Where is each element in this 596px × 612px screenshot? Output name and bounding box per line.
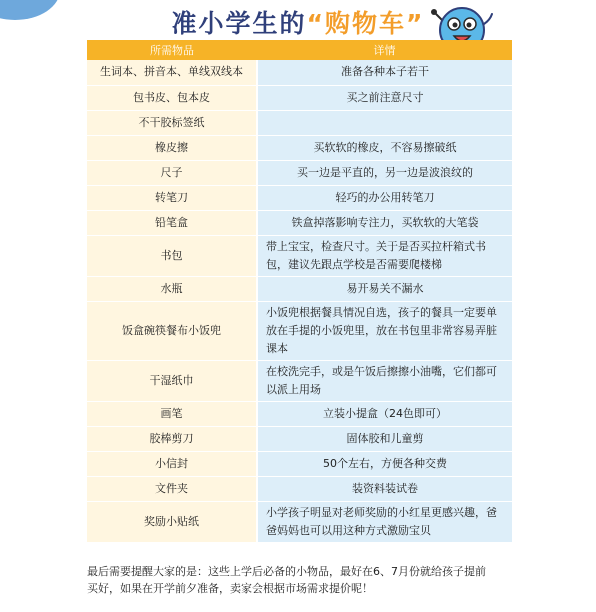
detail-cell: 在校洗完手，或是午饭后擦擦小油嘴，它们都可以派上用场	[257, 360, 512, 401]
table-row	[87, 210, 512, 235]
item-cell: 包书皮、包本皮	[87, 85, 257, 110]
item-cell: 胶棒剪刀	[87, 426, 257, 451]
table-row	[87, 401, 512, 426]
table-row	[87, 360, 512, 401]
item-cell: 饭盒碗筷餐布小饭兜	[87, 301, 257, 360]
detail-cell: 准备各种本子若干	[257, 60, 512, 85]
detail-cell: 买一边是平直的，另一边是波浪纹的	[257, 160, 512, 185]
shopping-list-table	[87, 40, 512, 543]
item-cell: 干湿纸巾	[87, 360, 257, 401]
item-cell: 文件夹	[87, 476, 257, 501]
detail-cell	[257, 110, 512, 135]
footer-line-1: 最后需要提醒大家的是：这些上学后必备的小物品，最好在6、7月份就给孩子提前	[87, 565, 486, 578]
item-cell: 转笔刀	[87, 185, 257, 210]
item-cell: 水瓶	[87, 276, 257, 301]
detail-cell: 立装小提盒（24色即可）	[257, 401, 512, 426]
footer-line-2: 买好，如果在开学前夕准备，卖家会根据市场需求提价呢！	[87, 582, 373, 595]
table-header-row	[87, 40, 512, 60]
table-row	[87, 276, 512, 301]
item-cell: 书包	[87, 235, 257, 276]
title-main: 准小学生的	[171, 9, 307, 38]
table-row	[87, 426, 512, 451]
item-cell: 橡皮擦	[87, 135, 257, 160]
header-item: 所需物品	[87, 40, 257, 60]
detail-cell: 轻巧的办公用转笔刀	[257, 185, 512, 210]
detail-cell: 固体胶和儿童剪	[257, 426, 512, 451]
table-row	[87, 476, 512, 501]
table-row	[87, 60, 512, 85]
table-row	[87, 235, 512, 276]
page-title	[0, 4, 596, 40]
detail-cell: 50个左右，方便各种交费	[257, 451, 512, 476]
detail-cell: 买之前注意尺寸	[257, 85, 512, 110]
detail-cell: 铁盒掉落影响专注力，买软软的大笔袋	[257, 210, 512, 235]
item-cell: 铅笔盒	[87, 210, 257, 235]
detail-cell: 易开易关不漏水	[257, 276, 512, 301]
table-row	[87, 451, 512, 476]
table-row	[87, 85, 512, 110]
detail-cell: 带上宝宝，检查尺寸。关于是否买拉杆箱式书包，建议先跟点学校是否需要爬楼梯	[257, 235, 512, 276]
item-cell: 奖励小贴纸	[87, 501, 257, 542]
table-row	[87, 160, 512, 185]
table-row	[87, 110, 512, 135]
item-cell: 不干胶标签纸	[87, 110, 257, 135]
table-row	[87, 501, 512, 542]
detail-cell: 小饭兜根据餐具情况自选，孩子的餐具一定要单放在手提的小饭兜里，放在书包里非常容易弄脏课本	[257, 301, 512, 360]
table-row	[87, 301, 512, 360]
header-detail: 详情	[257, 40, 512, 60]
table-row	[87, 185, 512, 210]
item-cell: 小信封	[87, 451, 257, 476]
item-cell: 生词本、拼音本、单线双线本	[87, 60, 257, 85]
detail-cell: 买软软的橡皮，不容易擦破纸	[257, 135, 512, 160]
footer-note	[87, 563, 527, 597]
item-cell: 画笔	[87, 401, 257, 426]
title-accent: “购物车”	[306, 9, 425, 38]
detail-cell: 小学孩子明显对老师奖励的小红星更感兴趣，爸爸妈妈也可以用这种方式激励宝贝	[257, 501, 512, 542]
item-cell: 尺子	[87, 160, 257, 185]
table-row	[87, 135, 512, 160]
detail-cell: 装资料装试卷	[257, 476, 512, 501]
